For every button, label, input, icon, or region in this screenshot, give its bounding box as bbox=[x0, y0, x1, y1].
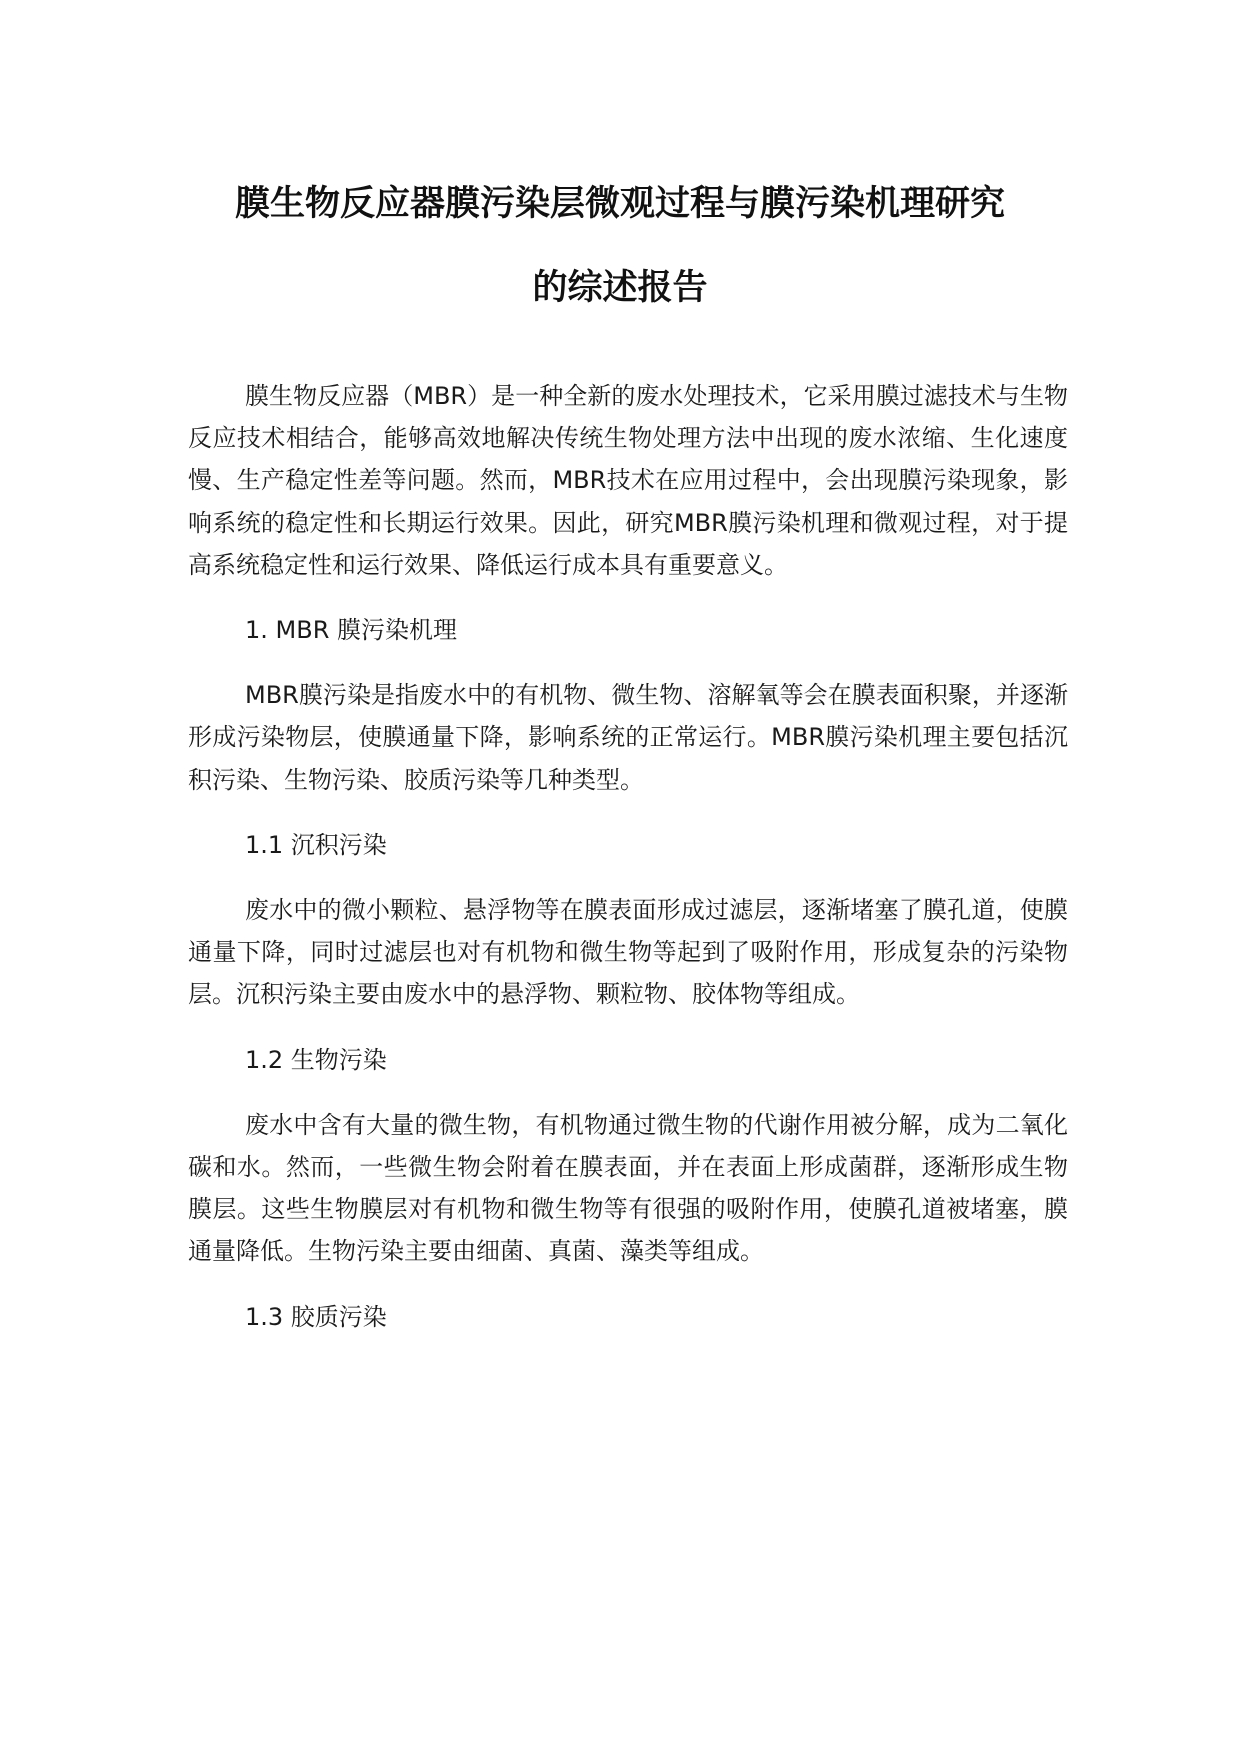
document-title-line1: 膜生物反应器膜污染层微观过程与膜污染机理研究 bbox=[234, 184, 1005, 224]
section-1-2-paragraph: 废水中含有大量的微生物，有机物通过微生物的代谢作用被分解，成为二氧化碳和水。然而，一些微生物会附着在膜表面，并在表面上形成菌群，逐渐形成生物膜层。这些生物膜层对有机物和微生物等有很强的吸附作用，使膜孔道被堵塞，膜通量降低。生物污染主要由细菌、真菌、藻类等组成。 bbox=[188, 1110, 1068, 1266]
intro-paragraph: 膜生物反应器（MBR）是一种全新的废水处理技术，它采用膜过滤技术与生物反应技术相结合，能够高效地解决传统生物处理方法中出现的废水浓缩、生化速度慢、生产稳定性差等问题。然而，MBR技术在应用过程中，会出现膜污染现象，影响系统的稳定性和长期运行效果。因此，研究MBR膜污染机理和微观过程，对于提高系统稳定性和运行效果、降低运行成本具有重要意义。 bbox=[188, 382, 1068, 579]
section-heading-1-2: 1.2 生物污染 bbox=[245, 1045, 387, 1074]
section-heading-1-3: 1.3 胶质污染 bbox=[245, 1302, 387, 1331]
section-1-1-paragraph: 废水中的微小颗粒、悬浮物等在膜表面形成过滤层，逐渐堵塞了膜孔道，使膜通量下降，同时过滤层也对有机物和微生物等起到了吸附作用，形成复杂的污染物层。沉积污染主要由废水中的悬浮物、颗粒物、胶体物等组成。 bbox=[188, 896, 1068, 1009]
section-1-paragraph: MBR膜污染是指废水中的有机物、微生物、溶解氧等会在膜表面积聚，并逐渐形成污染物层，使膜通量下降，影响系统的正常运行。MBR膜污染机理主要包括沉积污染、生物污染、胶质污染等几种类型。 bbox=[188, 681, 1068, 794]
document-title-line2: 的综述报告 bbox=[532, 268, 708, 308]
section-heading-1: 1. MBR 膜污染机理 bbox=[245, 616, 458, 645]
section-heading-1-1: 1.1 沉积污染 bbox=[245, 830, 387, 859]
document-body bbox=[188, 375, 1068, 1361]
